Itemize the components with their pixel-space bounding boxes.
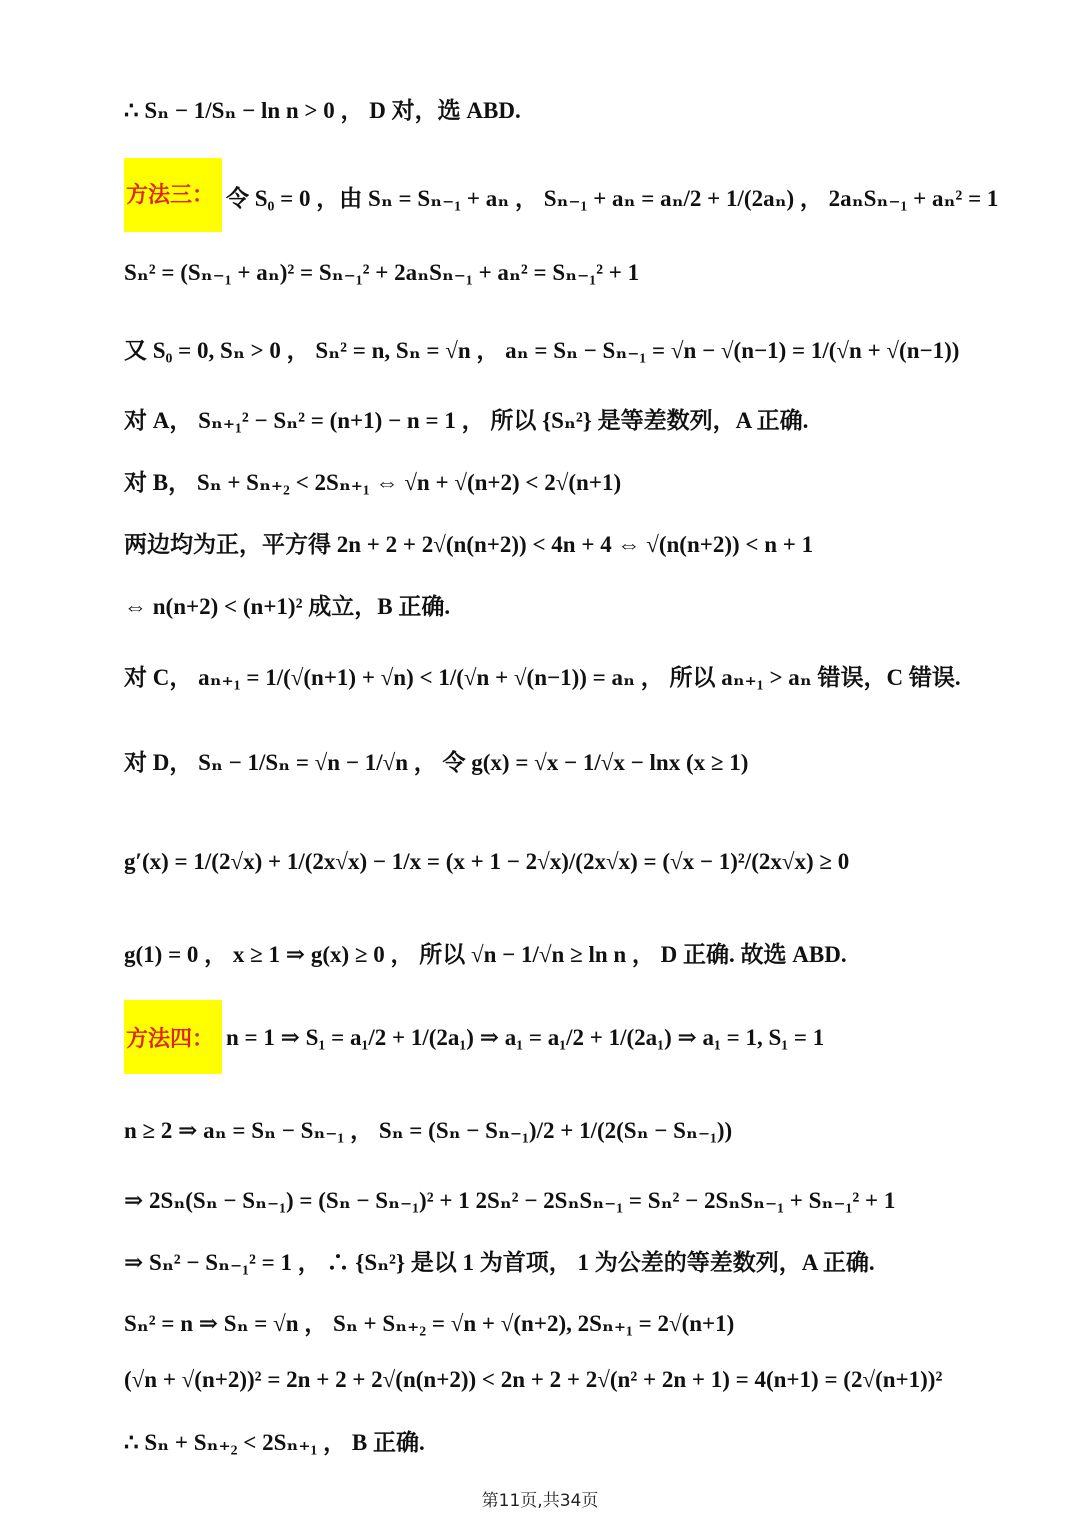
sn-closed-form: 又 S₀ = 0, Sₙ > 0 ， Sₙ² = n, Sₙ = √n ， aₙ = Sₙ − Sₙ₋₁ = √n − √(n−1) = 1/(√n + √(n−1)) <box>124 338 960 363</box>
option-a-check: 对 A， Sₙ₊₁² − Sₙ² = (n+1) − n = 1 ， 所以 {Sₙ²} 是等差数列，A 正确. <box>124 408 809 433</box>
method-three-label: 方法三： <box>126 183 215 208</box>
option-b-square-step: 两边均为正，平方得 2n + 2 + 2√(n(n+2)) < 4n + 4 ⇔ √(n(n+2)) < n + 1 <box>124 532 814 557</box>
method-four-conclusion: ∴ Sₙ + Sₙ₊₂ < 2Sₙ₊₁ ， B 正确. <box>124 1430 425 1455</box>
method-four-label: 方法四： <box>126 1027 215 1052</box>
option-d-check: 对 D， Sₙ − 1/Sₙ = √n − 1/√n ， 令 g(x) = √x − 1/√x − lnx (x ≥ 1) <box>124 750 749 775</box>
method-four-arithmetic: ⇒ Sₙ² − Sₙ₋₁² = 1 ， ∴ {Sₙ²} 是以 1 为首项， 1 为公差的等差数列，A 正确. <box>124 1250 875 1275</box>
option-d-conclusion: g(1) = 0 ， x ≥ 1 ⇒ g(x) ≥ 0 ， 所以 √n − 1/√n ≥ ln n ， D 正确. 故选 ABD. <box>124 942 847 967</box>
method-three-setup: 令 S₀ = 0 ，由 Sₙ = Sₙ₋₁ + aₙ ， Sₙ₋₁ + aₙ = aₙ/2 + 1/(2aₙ) ， 2aₙSₙ₋₁ + aₙ² = 1 <box>226 186 999 211</box>
page-number: 第11页,共34页 <box>481 1491 599 1511</box>
method-four-inequality: (√n + √(n+2))² = 2n + 2 + 2√(n(n+2)) < 2n + 2 + 2√(n² + 2n + 1) = 4(n+1) = (2√(n+1))² <box>124 1367 943 1392</box>
conclusion-line-d: ∴ Sₙ − 1/Sₙ − ln n > 0 ， D 对，选 ABD. <box>124 98 521 123</box>
method-four-recurrence: n ≥ 2 ⇒ aₙ = Sₙ − Sₙ₋₁ ， Sₙ = (Sₙ − Sₙ₋₁)/2 + 1/(2(Sₙ − Sₙ₋₁)) <box>124 1118 733 1143</box>
option-b-conclusion: ⇔ n(n+2) < (n+1)² 成立，B 正确. <box>124 594 451 619</box>
derivative-line: g′(x) = 1/(2√x) + 1/(2x√x) − 1/x = (x + 1 − 2√x)/(2x√x) = (√x − 1)²/(2x√x) ≥ 0 <box>124 849 850 874</box>
method-four-expand: ⇒ 2Sₙ(Sₙ − Sₙ₋₁) = (Sₙ − Sₙ₋₁)² + 1 2Sₙ² − 2SₙSₙ₋₁ = Sₙ² − 2SₙSₙ₋₁ + Sₙ₋₁² + 1 <box>124 1188 896 1213</box>
method-four-sn-form: Sₙ² = n ⇒ Sₙ = √n ， Sₙ + Sₙ₊₂ = √n + √(n+2), 2Sₙ₊₁ = 2√(n+1) <box>124 1311 735 1336</box>
option-b-check: 对 B， Sₙ + Sₙ₊₂ < 2Sₙ₊₁ ⇔ √n + √(n+2) < 2√(n+1) <box>124 470 622 495</box>
sn-squared-identity: Sₙ² = (Sₙ₋₁ + aₙ)² = Sₙ₋₁² + 2aₙSₙ₋₁ + aₙ² = Sₙ₋₁² + 1 <box>124 260 640 285</box>
method-four-base-case: n = 1 ⇒ S₁ = a₁/2 + 1/(2a₁) ⇒ a₁ = a₁/2 + 1/(2a₁) ⇒ a₁ = 1, S₁ = 1 <box>226 1025 825 1050</box>
option-c-check: 对 C， aₙ₊₁ = 1/(√(n+1) + √n) < 1/(√n + √(n−1)) = aₙ ， 所以 aₙ₊₁ > aₙ 错误，C 错误. <box>124 665 961 690</box>
